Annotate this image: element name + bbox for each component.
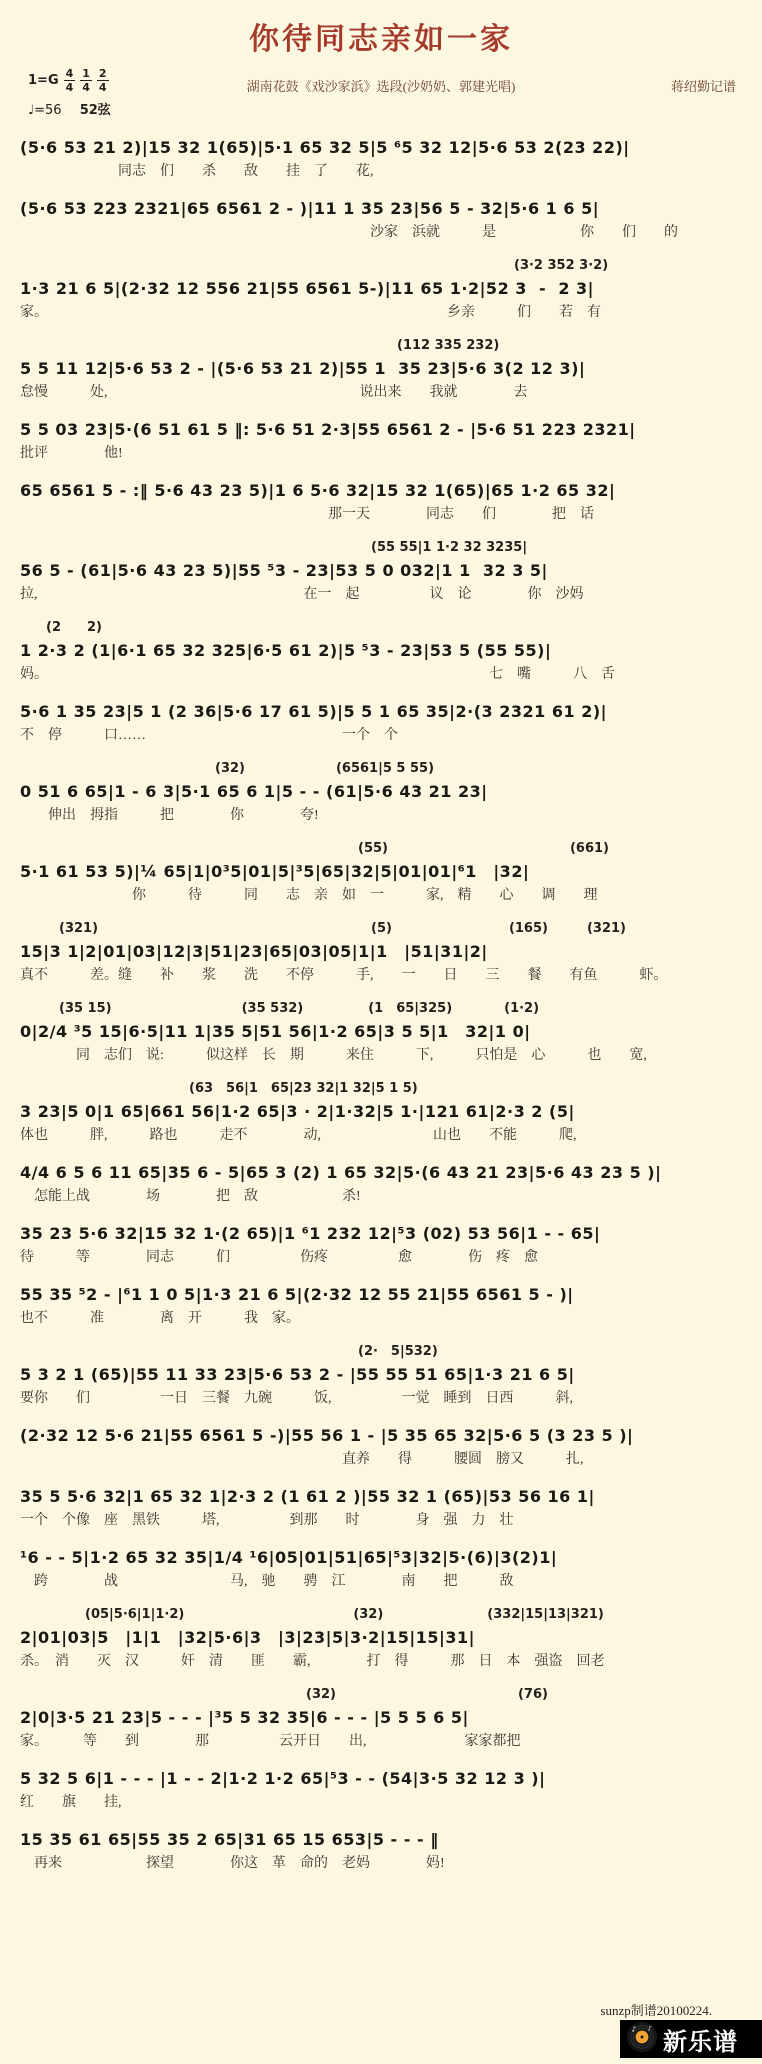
lyrics-line: 杀。 消 灭 汉 奸 清 匪 霸, 打 得 那 日 本 强盗 回老 (20, 1654, 605, 1669)
source-label: 湖南花鼓《戏沙家浜》选段(沙奶奶、郭建光唱) (246, 79, 516, 94)
lyrics-line: 不 停 口…… 一个 个 (20, 728, 398, 743)
meter-numerator: 2 (98, 67, 107, 80)
notation-line: 35 23 5·6 32|15 32 1·(2 65)|1 ⁶1 232 12|⁵3 (02) 53 56|1 - - 65| (20, 1224, 601, 1243)
tempo-label: ♩=56 (28, 103, 62, 118)
notation-line: 5 5 11 12|5·6 53 2 - |(5·6 53 21 2)|55 1 35 23|5·6 3(2 12 3)| (20, 359, 586, 378)
score-header (20, 68, 742, 130)
lyrics-line: 待 等 同志 们 伤疼 愈 伤 疼 愈 (20, 1250, 538, 1265)
music-system (20, 759, 742, 826)
lyrics-line: 怎能上战 场 把 敌 杀! (20, 1189, 361, 1204)
ornament-annotation: (55 55|1 1·2 32 3235| (20, 540, 528, 555)
notation-line: 5 3 2 1 (65)|55 11 33 23|5·6 53 2 - |55 55 51 65|1·3 21 6 5| (20, 1365, 575, 1384)
lyrics-line: 要你 们 一日 三餐 九碗 饭, 一觉 睡到 日西 斜, (20, 1391, 573, 1406)
score-footer (0, 2004, 762, 2064)
lyrics-line: 你 待 同 志 亲 如 一 家, 精 心 调 理 (20, 888, 598, 903)
notation-line: 1 2·3 2 (1|6·1 65 32 325|6·5 61 2)|5 ⁵3 - 23|53 5 (55 55)| (20, 641, 552, 660)
notation-line: (5·6 53 21 2)|15 32 1(65)|5·1 65 32 5|5 ⁶5 32 12|5·6 53 2(23 22)| (20, 138, 630, 157)
music-system (20, 336, 742, 403)
notation-line: (5·6 53 223 2321|65 6561 2 - )|11 1 35 23|56 5 - 32|5·6 1 6 5| (20, 199, 600, 218)
music-system (20, 538, 742, 605)
lyrics-line: 沙家 浜就 是 你 们 的 (20, 225, 678, 240)
meter-numerator: 4 (65, 67, 74, 80)
notation-line: 2|0|3·5 21 23|5 - - - |³5 5 32 35|6 - - - |5 5 5 6 5| (20, 1708, 469, 1727)
lyrics-line: 跨 战 马, 驰 骋 江 南 把 敌 (20, 1574, 514, 1589)
notation-line: 3 23|5 0|1 65|661 56|1·2 65|3 · 2|1·32|5 1·|121 61|2·3 2 (5| (20, 1102, 575, 1121)
notation-line: 5 32 5 6|1 - - - |1 - - 2|1·2 1·2 65|⁵3 - - (54|3·5 32 12 3 )| (20, 1769, 546, 1788)
lyrics-line: 那一天 同志 们 把 话 (20, 507, 594, 522)
music-system (20, 195, 742, 243)
transcriber-label: 蒋绍勤记谱 (670, 79, 736, 94)
notation-line: 15|3 1|2|01|03|12|3|51|23|65|03|05|1|1 |51|31|2| (20, 942, 488, 961)
notation-line: 56 5 - (61|5·6 43 23 5)|55 ⁵3 - 23|53 5 0 032|1 1 32 3 5| (20, 561, 548, 580)
music-system (20, 1422, 742, 1470)
lyrics-line: 直养 得 腰圆 膀又 扎, (20, 1452, 584, 1467)
systems-container (20, 134, 742, 1874)
ornament-annotation: (32) (6561|5 5 55) (20, 761, 435, 776)
svg-text:♪: ♪ (631, 2023, 637, 2033)
xinyuepu-logo (620, 2020, 762, 2058)
music-system (20, 1685, 742, 1752)
key-label: 1=G (28, 73, 59, 88)
lyrics-line: 一个 个像 座 黑铁 塔, 到那 时 身 强 力 壮 (20, 1513, 514, 1528)
notation-line: 65 6561 5 - :‖ 5·6 43 23 5)|1 6 5·6 32|15 32 1(65)|65 1·2 65 32| (20, 481, 616, 500)
lyrics-line: 妈。 七 嘴 八 舌 (20, 667, 615, 682)
music-system (20, 1765, 742, 1813)
lyrics-line: 同志 们 杀 敌 挂 了 花, (20, 164, 374, 179)
ornament-annotation: (63 56|1 65|23 32|1 32|5 1 5) (20, 1081, 418, 1096)
lyrics-line: 再来 探望 你这 革 命的 老妈 妈! (20, 1856, 445, 1871)
lyrics-line: 真不 差。缝 补 浆 洗 不停 手, 一 日 三 餐 有鱼 虾。 (20, 968, 668, 983)
lyrics-line: 怠慢 处, 说出来 我就 去 (20, 385, 528, 400)
notation-line: 0 51 6 65|1 - 6 3|5·1 65 6 1|5 - - (61|5·6 43 21 23| (20, 782, 488, 801)
notation-line: 15 35 61 65|55 35 2 65|31 65 15 653|5 - - - ‖ (20, 1830, 439, 1849)
vinyl-record-icon (626, 2021, 658, 2058)
ornament-annotation: (05|5·6|1|1·2) (32) (332|15|13|321) (20, 1607, 604, 1622)
logo-wordmark: 新乐谱 (663, 2027, 738, 2056)
ornament-annotation: (35 15) (35 532) (1 65|325) (1·2) (20, 1001, 540, 1016)
lyrics-line: 也不 准 离 开 我 家。 (20, 1311, 300, 1326)
meter-denominator: 4 (65, 81, 74, 94)
notation-line: 5·1 61 53 5)|¼ 65|1|0³5|01|5|³5|65|32|5|01|01|⁶1 |32| (20, 862, 530, 881)
meter-denominator: 4 (98, 81, 107, 94)
ornament-annotation: (32) (76) (20, 1687, 548, 1702)
ornament-annotation: (2 2) (20, 620, 102, 635)
notation-line: 0|2/4 ³5 15|6·5|11 1|35 5|51 56|1·2 65|3 5 5|1 32|1 0| (20, 1022, 531, 1041)
svg-text:♪: ♪ (647, 2024, 652, 2033)
ornament-annotation: (3·2 352 3·2) (20, 258, 609, 273)
ornament-annotation: (55) (661) (20, 841, 609, 856)
music-system (20, 1342, 742, 1409)
music-system (20, 618, 742, 685)
music-system (20, 1159, 742, 1207)
music-system (20, 1281, 742, 1329)
lyrics-line: 拉, 在一 起 议 论 你 沙妈 (20, 587, 584, 602)
lyrics-line: 同 志们 说: 似这样 长 期 来住 下, 只怕是 心 也 宽, (20, 1048, 647, 1063)
tempo-line (28, 99, 111, 118)
notation-line: 4/4 6 5 6 11 65|35 6 - 5|65 3 (2) 1 65 32|5·(6 43 21 23|5·6 43 23 5 )| (20, 1163, 662, 1182)
music-system (20, 919, 742, 986)
music-system (20, 698, 742, 746)
notation-line: ¹6 - - 5|1·2 65 32 35|1/4 ¹6|05|01|51|65|⁵3|32|5·(6)|3(2)1| (20, 1548, 558, 1567)
lyrics-line: 家。 乡亲 们 若 有 (20, 305, 601, 320)
score-title: 你待同志亲如一家 (249, 23, 513, 56)
music-system (20, 134, 742, 182)
notation-line: 1·3 21 6 5|(2·32 12 556 21|55 6561 5-)|11 65 1·2|52 3 - 2 3| (20, 279, 594, 298)
notation-line: 2|01|03|5 |1|1 |32|5·6|3 |3|23|5|3·2|15|15|31| (20, 1628, 475, 1647)
lyrics-line: 体也 胖, 路也 走不 动, 山也 不能 爬, (20, 1128, 577, 1143)
music-system (20, 1483, 742, 1531)
music-system (20, 477, 742, 525)
notation-line: 5 5 03 23|5·(6 51 61 5 ‖: 5·6 51 2·3|55 6561 2 - |5·6 51 223 2321| (20, 420, 636, 439)
meter-numerator: 1 (82, 67, 90, 80)
notation-line: (2·32 12 5·6 21|55 6561 5 -)|55 56 1 - |5 35 65 32|5·6 5 (3 23 5 )| (20, 1426, 634, 1445)
music-system (20, 1220, 742, 1268)
ornament-annotation: (2· 5|532) (20, 1344, 438, 1359)
ornament-annotation: (321) (5) (165) (321) (20, 921, 626, 936)
notation-line: 55 35 ⁵2 - |⁶1 1 0 5|1·3 21 6 5|(2·32 12 55 21|55 6561 5 - )| (20, 1285, 574, 1304)
notation-line: 35 5 5·6 32|1 65 32 1|2·3 2 (1 61 2 )|55 32 1 (65)|53 56 16 1| (20, 1487, 595, 1506)
music-system (20, 1079, 742, 1146)
music-system (20, 1544, 742, 1592)
lyrics-line: 批评 他! (20, 446, 123, 461)
music-system (20, 1826, 742, 1874)
ornament-annotation: (112 335 232) (20, 338, 500, 353)
music-system (20, 999, 742, 1066)
lyrics-line: 红 旗 挂, (20, 1795, 122, 1810)
music-system (20, 1605, 742, 1672)
engraver-credit: sunzp制谱20100224. (600, 2003, 712, 2018)
meter-denominator: 4 (82, 81, 90, 94)
lyrics-line: 家。 等 到 那 云开日 出, 家家都把 (20, 1734, 521, 1749)
strings-tuning-label: 52弦 (79, 103, 111, 118)
music-system (20, 416, 742, 464)
lyrics-line: 伸出 拇指 把 你 夸! (20, 808, 319, 823)
music-system (20, 256, 742, 323)
music-system (20, 839, 742, 906)
notation-line: 5·6 1 35 23|5 1 (2 36|5·6 17 61 5)|5 5 1 65 35|2·(3 2321 61 2)| (20, 702, 607, 721)
